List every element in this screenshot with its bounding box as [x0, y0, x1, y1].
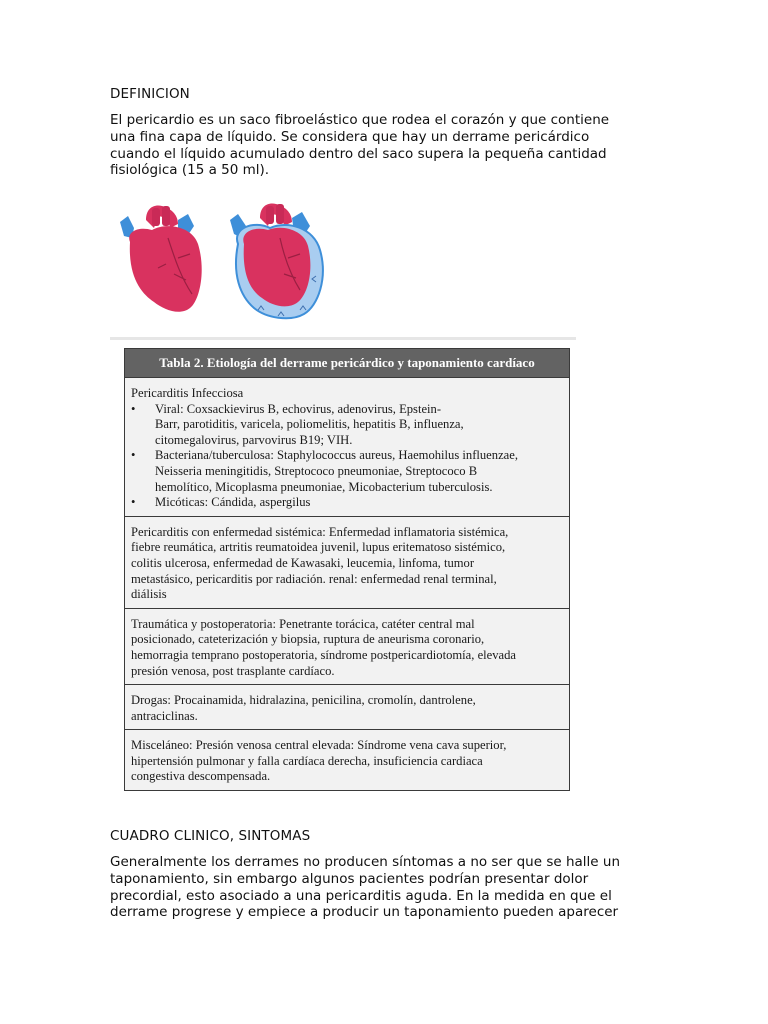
list-line: Neisseria meningitidis, Streptococo pneumoniae, Streptococo B: [155, 463, 478, 478]
list-line: Bacteriana/tuberculosa: Staphylococcus aureus, Haemohilus influenzae,: [155, 448, 518, 463]
row-line: hipertensión pulmonar y falla cardíaca derecha, insuficiencia cardiaca: [131, 753, 483, 768]
definition-line: cuando el líquido acumulado dentro del saco supera la pequeña cantidad: [110, 145, 607, 162]
table-title: Tabla 2. Etiología del derrame pericárdico y taponamiento cardíaco: [125, 349, 569, 378]
clinical-line: precordial, esto asociado a una pericarditis aguda. En la medida en que el: [110, 887, 612, 904]
list-line: hemolítico, Micoplasma pneumoniae, Micobacterium tuberculosis.: [155, 479, 493, 494]
clinical-line: taponamiento, sin embargo algunos pacientes podrían presentar dolor: [110, 870, 589, 887]
row-line: congestiva descompensada.: [131, 769, 271, 784]
row-line: Misceláneo: Presión venosa central elevada: Síndrome vena cava superior,: [131, 738, 507, 753]
normal-heart-icon: [120, 206, 202, 312]
definition-heading: DEFINICION: [110, 86, 190, 102]
row-line: posicionado, cateterización y biopsia, ruptura de aneurisma coronario,: [131, 632, 485, 647]
row-line: presión venosa, post trasplante cardíaco.: [131, 663, 335, 678]
list-line: Viral: Coxsackievirus B, echovirus, adenovirus, Epstein-: [155, 401, 442, 416]
bullet-icon: •: [131, 401, 136, 416]
definition-line: fisiológica (15 a 50 ml).: [110, 162, 270, 179]
row-line: metastásico, pericarditis por radiación. renal: enfermedad renal terminal,: [131, 571, 497, 586]
row-line: fiebre reumática, artritis reumatoidea juvenil, lupus eritematoso sistémico,: [131, 540, 506, 555]
list-item: [131, 495, 563, 511]
list-item: [131, 448, 563, 495]
table-row-traumatica: [125, 609, 569, 685]
row-line: hemorragia temprano postoperatoria, síndrome postpericardiotomía, elevada: [131, 647, 517, 662]
definition-line: El pericardio es un saco fibroelástico que rodea el corazón y que contiene: [110, 112, 610, 128]
etiology-table: [124, 348, 570, 791]
row-line: diálisis: [131, 587, 167, 602]
list-line: citomegalovirus, parvovirus B19; VIH.: [155, 432, 353, 447]
list-line: Micóticas: Cándida, aspergilus: [155, 495, 311, 510]
table-row-sistemica: [125, 517, 569, 609]
clinical-heading: CUADRO CLINICO, SINTOMAS: [110, 828, 311, 844]
section-divider: [110, 337, 576, 340]
list-item: [131, 402, 563, 449]
clinical-line: Generalmente los derrames no producen síntomas a no ser que se halle un: [110, 854, 621, 870]
effusion-heart-icon: [230, 204, 323, 319]
bullet-icon: •: [131, 448, 136, 463]
table-row-drogas: [125, 685, 569, 730]
row-line: Drogas: Procainamida, hidralazina, penicilina, cromolín, dantrolene,: [131, 693, 476, 708]
clinical-line: derrame progrese y empiece a producir un taponamiento pueden aparecer: [110, 904, 619, 921]
row-line: colitis ulcerosa, enfermedad de Kawasaki, leucemia, linfoma, tumor: [131, 555, 475, 570]
heart-effusion-illustration: [108, 198, 340, 326]
row-line: Pericarditis con enfermedad sistémica: Enfermedad inflamatoria sistémica,: [131, 524, 509, 539]
bullet-icon: •: [131, 495, 136, 510]
table-row-infecciosa: [125, 378, 569, 517]
definition-paragraph: [110, 112, 650, 179]
row-heading: Pericarditis Infecciosa: [131, 386, 244, 400]
list-line: Barr, parotiditis, varicela, poliomelitis, hepatitis B, influenza,: [155, 417, 464, 432]
clinical-paragraph: [110, 854, 650, 921]
table-row-miscelaneo: [125, 730, 569, 790]
definition-line: una fina capa de líquido. Se considera que hay un derrame pericárdico: [110, 128, 590, 145]
row-line: antraciclinas.: [131, 708, 198, 723]
row-line: Traumática y postoperatoria: Penetrante torácica, catéter central mal: [131, 616, 475, 631]
